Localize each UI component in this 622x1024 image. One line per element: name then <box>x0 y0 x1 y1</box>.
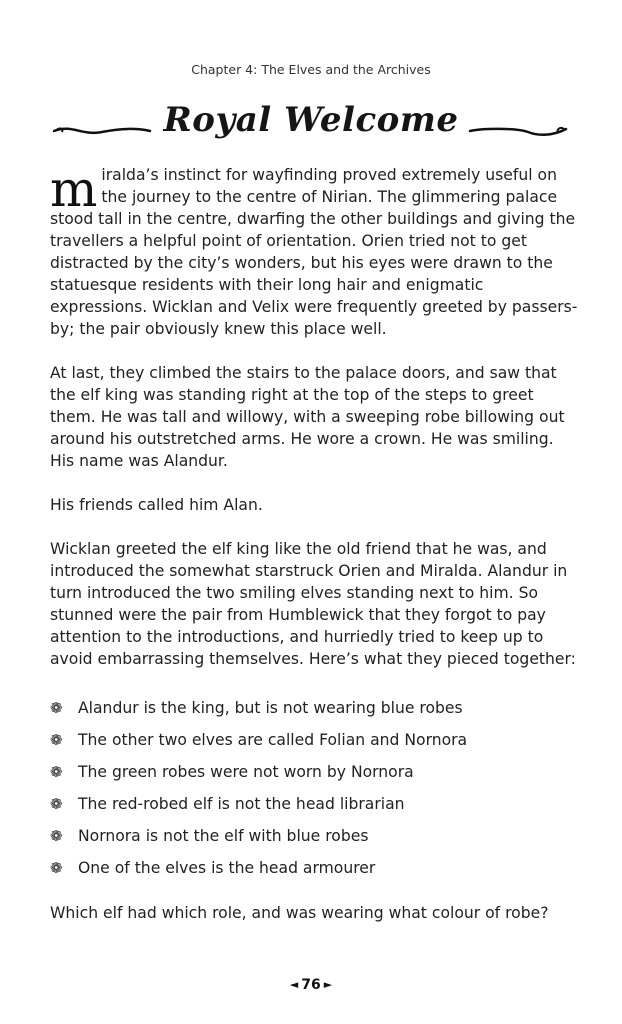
title-row <box>0 100 622 156</box>
flower-bullet-icon: ❁ <box>50 763 63 781</box>
clue-text: Nornora is not the elf with blue robes <box>78 827 369 845</box>
flower-bullet-icon: ❁ <box>50 795 63 813</box>
clue-text: One of the elves is the head armourer <box>78 859 376 877</box>
paragraph-1-text: iralda’s instinct for wayfinding proved extremely useful on the journey to the centre of Nirian. The glimmering palace stood tall in the centre, dwarfing the other buildings and giving the travellers a helpful point of orientation. Orien tried not to get distracted by the city’s wonders, but his eyes were drawn to the statuesque residents with their long hair and enigmatic expressions. Wicklan and Velix were frequently greeted by passers-by; the pair obviously knew this place well. <box>50 166 578 338</box>
clue-text: The other two elves are called Folian and Nornora <box>78 731 468 749</box>
clue-text: The red-robed elf is not the head librarian <box>78 795 405 813</box>
page-number: 76 <box>301 977 321 993</box>
clue-item <box>50 788 582 820</box>
left-arrow-ornament-icon: ◄ <box>289 978 299 991</box>
chapter-header: Chapter 4: The Elves and the Archives <box>191 62 431 77</box>
clue-item <box>50 724 582 756</box>
clue-text: The green robes were not worn by Nornora <box>78 763 414 781</box>
story-body <box>50 160 582 924</box>
clue-item <box>50 852 582 884</box>
paragraph-3: His friends called him Alan. <box>50 496 263 514</box>
drop-cap: m <box>50 160 98 218</box>
flower-bullet-icon: ❁ <box>50 859 63 877</box>
right-swash-ornament <box>468 122 568 138</box>
paragraph-1 <box>50 160 582 340</box>
page-footer <box>0 977 622 993</box>
clue-list <box>50 692 582 884</box>
puzzle-question: Which elf had which role, and was wearing what colour of robe? <box>50 904 549 922</box>
flower-bullet-icon: ❁ <box>50 699 63 717</box>
right-arrow-ornament-icon: ► <box>323 978 333 991</box>
clue-item <box>50 756 582 788</box>
paragraph-4: Wicklan greeted the elf king like the old friend that he was, and introduced the somewhat starstruck Orien and Miralda. Alandur in turn introduced the two smiling elves standing next to him. So stunned were the pair from Humblewick that they forgot to pay attention to the introductions, and hurriedly tried to keep up to avoid embarrassing themselves. Here’s what they pieced together: <box>50 540 576 668</box>
page-title: Royal Welcome <box>163 100 459 140</box>
flower-bullet-icon: ❁ <box>50 731 63 749</box>
paragraph-2: At last, they climbed the stairs to the palace doors, and saw that the elf king was standing right at the top of the steps to greet them. He was tall and willowy, with a sweeping robe billowing out around his outstretched arms. He wore a crown. He was smiling. His name was Alandur. <box>50 364 565 470</box>
flower-bullet-icon: ❁ <box>50 827 63 845</box>
clue-text: Alandur is the king, but is not wearing blue robes <box>78 699 463 717</box>
clue-item <box>50 692 582 724</box>
clue-item <box>50 820 582 852</box>
